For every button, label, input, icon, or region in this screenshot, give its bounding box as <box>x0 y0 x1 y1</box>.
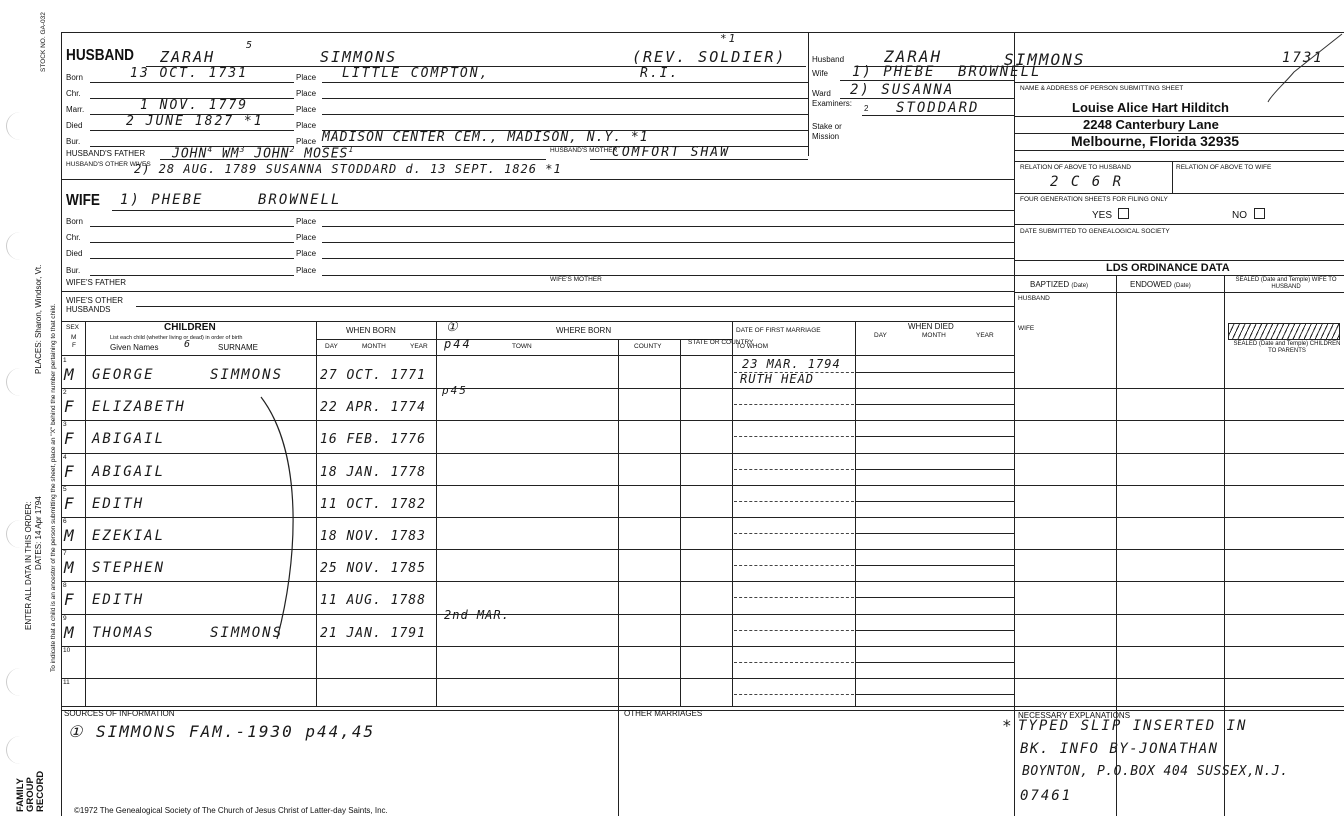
husband-died-label: Died <box>66 121 83 130</box>
child-sex: M <box>64 365 76 384</box>
child-given-name: EDITH <box>92 592 145 609</box>
husband-generation-number: 5 <box>246 40 255 51</box>
place-label: Place <box>296 249 317 258</box>
no-checkbox[interactable] <box>1254 208 1265 219</box>
child-given-name: ELIZABETH <box>92 399 186 416</box>
child-number: 11 <box>63 679 70 686</box>
wifes-mother-label: WIFE'S MOTHER <box>550 276 602 283</box>
pen-stroke <box>1266 32 1344 104</box>
sources-label: SOURCES OF INFORMATION <box>64 709 175 718</box>
wifes-other-husbands-label: WIFE'S OTHER HUSBANDS <box>66 296 124 314</box>
husband-bur-label: Bur. <box>66 137 81 146</box>
submitter-street: 2248 Canterbury Lane <box>1083 117 1219 132</box>
relation-wife-label: RELATION OF ABOVE TO WIFE <box>1176 164 1272 171</box>
stake-label: Stake or <box>812 122 842 131</box>
child-number: 8 <box>63 582 67 590</box>
child-sex: M <box>64 622 76 642</box>
submitter-label: NAME & ADDRESS OF PERSON SUBMITTING SHEET <box>1020 85 1184 92</box>
wife-bur-label: Bur. <box>66 266 81 275</box>
sources-text: ① SIMMONS FAM.-1930 p44,45 <box>68 722 376 741</box>
child-surname: SIMMONS <box>210 367 284 383</box>
wife-born-label: Born <box>66 217 83 226</box>
husbands-father-label: HUSBAND'S FATHER <box>66 149 146 158</box>
child-born-date: 21 JAN. 1791 <box>320 625 426 641</box>
husband-note: (REV. SOLDIER) <box>632 48 787 66</box>
explanation-line-1: TYPED SLIP INSERTED IN <box>1018 718 1248 734</box>
explanation-line-3: BOYNTON, P.O.BOX 404 SUSSEX,N.J. <box>1022 764 1289 779</box>
child-number: 3 <box>63 421 67 429</box>
child-given-name: EDITH <box>92 495 145 512</box>
right-husband-label: Husband <box>812 55 845 64</box>
husbands-mother-label: HUSBAND'S MOTHER <box>550 147 618 154</box>
margin-places: PLACES: Sharon, Windsor, Vt. <box>34 264 43 374</box>
state-country-label: STATE OR COUNTRY <box>688 339 754 346</box>
examiners-number: 2 <box>864 104 869 113</box>
right-wife-label: Wife <box>812 69 828 78</box>
sex-m-label: M <box>71 334 77 341</box>
died-month-label: MONTH <box>922 332 946 339</box>
wifes-father-label: WIFE'S FATHER <box>66 278 127 287</box>
punch-hole <box>6 368 20 396</box>
child-born-date: 16 FEB. 1776 <box>320 432 426 448</box>
child-sex: F <box>64 493 76 513</box>
child-given-name: STEPHEN <box>92 560 166 577</box>
husband-born-date: 13 OCT. 1731 <box>130 66 248 81</box>
child-marriage-date: 23 MAR. 1794 <box>742 357 841 371</box>
child-sex: M <box>64 558 76 578</box>
child-born-date: 18 NOV. 1783 <box>320 529 426 544</box>
town-label: TOWN <box>512 343 532 350</box>
lds-row-line <box>1014 388 1344 389</box>
no-label: NO <box>1232 210 1247 221</box>
child-number: 4 <box>63 453 67 461</box>
child-number: 9 <box>63 614 67 622</box>
ward-label: Ward <box>812 89 831 98</box>
lds-row-line <box>1014 614 1344 615</box>
husband-surname: SIMMONS <box>320 48 398 66</box>
where-born-label: WHERE BORN <box>556 326 612 335</box>
when-died-label: WHEN DIED <box>908 322 954 331</box>
where-born-page: p44 <box>444 337 472 351</box>
husbands-other-wives-label: HUSBAND'S OTHER WIVES <box>66 161 151 168</box>
child-sex: F <box>64 461 76 481</box>
wife-died-label: Died <box>66 249 83 258</box>
husband-note-mark: *1 <box>720 32 738 45</box>
child-given-name: GEORGE <box>92 367 155 383</box>
four-gen-label: FOUR GENERATION SHEETS FOR FILING ONLY <box>1020 196 1168 203</box>
children-note: List each child (whether living or dead) in order of birth <box>110 335 243 341</box>
punch-hole <box>6 668 20 696</box>
child-born-date: 25 NOV. 1785 <box>320 561 426 577</box>
child-given-name: EZEKIAL <box>92 528 166 544</box>
first-marriage-label: DATE OF FIRST MARRIAGE <box>736 327 821 334</box>
sealed-wife-label: SEALED (Date and Temple) WIFE TO HUSBAND <box>1235 277 1337 290</box>
bracket-line <box>255 395 305 645</box>
month-label: MONTH <box>362 343 386 350</box>
husband-label: HUSBAND <box>66 47 134 64</box>
right-husband-name: ZARAH <box>884 47 943 66</box>
lds-row-line <box>1014 485 1344 486</box>
wife-surname: BROWNELL <box>258 192 342 208</box>
child-sex: M <box>64 526 76 545</box>
yes-checkbox[interactable] <box>1118 208 1129 219</box>
lds-ordinance-label: LDS ORDINANCE DATA <box>1106 262 1230 274</box>
copyright: ©1972 The Genealogical Society of The Church of Jesus Christ of Latter-day Saints, Inc. <box>74 806 388 815</box>
relation-husband-label: RELATION OF ABOVE TO HUSBAND <box>1020 164 1131 171</box>
husbands-mother: COMFORT SHAW <box>612 145 730 160</box>
county-label: COUNTY <box>634 343 662 350</box>
second-marriage-note: 2nd MAR. <box>444 608 510 622</box>
stock-number: STOCK NO. GA-032 <box>40 12 47 72</box>
right-wife-surname: BROWNELL <box>958 64 1042 80</box>
sex-label: SEX <box>66 324 80 331</box>
place-label: Place <box>296 73 317 82</box>
place-label: Place <box>296 105 317 114</box>
given-names-label: Given Names <box>110 343 159 352</box>
wife-given-name: 1) PHEBE <box>120 192 204 208</box>
husbands-other-wives: 2) 28 AUG. 1789 SUSANNA STODDARD d. 13 SEPT. 1826 *1 <box>134 162 562 176</box>
baptized-label: BAPTIZED (Date) <box>1030 280 1089 289</box>
wife-chr-label: Chr. <box>66 233 81 242</box>
child-number: 1 <box>63 357 67 364</box>
husband-given-name: ZARAH <box>160 48 216 66</box>
died-day-label: DAY <box>874 332 887 339</box>
lds-row-line <box>1014 710 1344 711</box>
husband-born-place: LITTLE COMPTON, <box>342 66 490 81</box>
right-wife-name: 1) PHEBE <box>852 64 936 80</box>
lds-row-line <box>1014 549 1344 550</box>
husband-died-date: 2 JUNE 1827 *1 <box>126 114 264 129</box>
lds-husband-label: HUSBAND <box>1018 295 1050 302</box>
husband-bur-place: MADISON CENTER CEM., MADISON, N.Y. *1 <box>322 130 649 145</box>
lds-row-line <box>1014 517 1344 518</box>
child-number: 5 <box>63 485 67 493</box>
sex-f-label: F <box>72 342 76 349</box>
child-born-date: 11 AUG. 1788 <box>320 593 426 609</box>
place-label: Place <box>296 137 317 146</box>
year-label: YEAR <box>410 343 428 350</box>
punch-hole <box>6 736 20 764</box>
endowed-label: ENDOWED (Date) <box>1130 280 1191 289</box>
date-submitted-label: DATE SUBMITTED TO GENEALOGICAL SOCIETY <box>1020 228 1170 235</box>
child-sex: F <box>64 397 76 417</box>
child-born-date: 27 OCT. 1771 <box>320 368 426 383</box>
submitter-city: Melbourne, Florida 32935 <box>1071 133 1240 149</box>
relation-husband-value: 2 C 6 R <box>1050 174 1124 190</box>
child-sex: F <box>64 429 76 449</box>
lds-row-line <box>1014 678 1344 679</box>
submitter-name: Louise Alice Hart Hilditch <box>1072 100 1229 115</box>
lds-row-line <box>1014 420 1344 421</box>
wife-label: WIFE <box>66 192 100 209</box>
husband-marr-date: 1 NOV. 1779 <box>140 98 249 113</box>
child-born-date: 22 APR. 1774 <box>320 400 426 416</box>
place-label: Place <box>296 233 317 242</box>
child-given-name: ABIGAIL <box>92 463 166 480</box>
necessary-explanations-label: NECESSARY EXPLANATIONS <box>1018 711 1131 720</box>
yes-label: YES <box>1092 210 1113 221</box>
children-label: CHILDREN <box>164 322 216 333</box>
margin-dates: DATES: 14 Apr 1794 <box>34 496 43 570</box>
husband-born-state: R.I. <box>640 66 680 81</box>
right-husband-surname: SIMMONS <box>1004 50 1086 69</box>
punch-hole <box>6 232 20 260</box>
husband-marr-label: Marr. <box>66 105 85 114</box>
child-given-name: THOMAS <box>92 624 155 641</box>
right-husband-year: 1731 <box>1282 50 1324 66</box>
when-born-label: WHEN BORN <box>346 326 396 335</box>
husband-born-label: Born <box>66 73 83 82</box>
died-year-label: YEAR <box>976 332 994 339</box>
surname-label: SURNAME <box>218 343 259 352</box>
where-born-mark: ① <box>446 320 460 335</box>
child-given-name: ABIGAIL <box>92 431 166 448</box>
child-number: 10 <box>63 646 71 654</box>
margin-indicate-note: To indicate that a child is an ancestor of the person submitting the sheet, place an "X" behind the number pertaining to that child. <box>50 303 57 672</box>
explanation-line-4: 07461 <box>1020 788 1073 804</box>
husbands-father: JOHN$^4$ $WM^3$ JOHN$^2$ MOSES$^1$ <box>172 145 355 162</box>
child-number: 6 <box>63 518 67 525</box>
child-sex: F <box>64 590 76 610</box>
day-label: DAY <box>325 343 338 350</box>
child-surname: SIMMONS <box>210 624 284 641</box>
place-label: Place <box>296 89 317 98</box>
place-label: Place <box>296 266 317 275</box>
child-number: 2 <box>63 389 67 397</box>
place-label: Place <box>296 217 317 226</box>
right-wife2-name: 2) SUSANNA <box>850 82 955 98</box>
child-born-date: 18 JAN. 1778 <box>320 464 426 480</box>
hatched-cell <box>1228 323 1340 340</box>
husband-chr-label: Chr. <box>66 89 81 98</box>
right-wife2-surname: STODDARD <box>896 100 980 116</box>
child-spouse: RUTH HEAD <box>740 372 815 386</box>
child-number: 7 <box>63 550 67 558</box>
examiners-label: Examiners: <box>812 99 853 108</box>
place-label: Place <box>296 121 317 130</box>
explanation-line-2: BK. INFO BY-JONATHAN <box>1020 741 1219 757</box>
lds-row-line <box>1014 646 1344 647</box>
page-45-note: p45 <box>442 384 468 397</box>
sealed-children-label: SEALED (Date and Temple) CHILDREN TO PARENTS <box>1233 341 1341 354</box>
lds-row-line <box>1014 581 1344 582</box>
margin-enter: ENTER ALL DATA IN THIS ORDER: <box>24 501 33 630</box>
child-born-date: 11 OCT. 1782 <box>320 496 426 512</box>
punch-hole <box>6 112 20 140</box>
other-marriages-label: OTHER MARRIAGES <box>624 709 703 718</box>
mission-label: Mission <box>812 132 840 141</box>
to-whom-label: TO WHOM <box>736 343 769 350</box>
explanation-mark: * <box>1002 716 1014 735</box>
punch-hole <box>6 520 20 548</box>
lds-wife-label: WIFE <box>1018 325 1035 332</box>
lds-row-line <box>1014 453 1344 454</box>
given-names-mark: 6 <box>184 339 193 350</box>
